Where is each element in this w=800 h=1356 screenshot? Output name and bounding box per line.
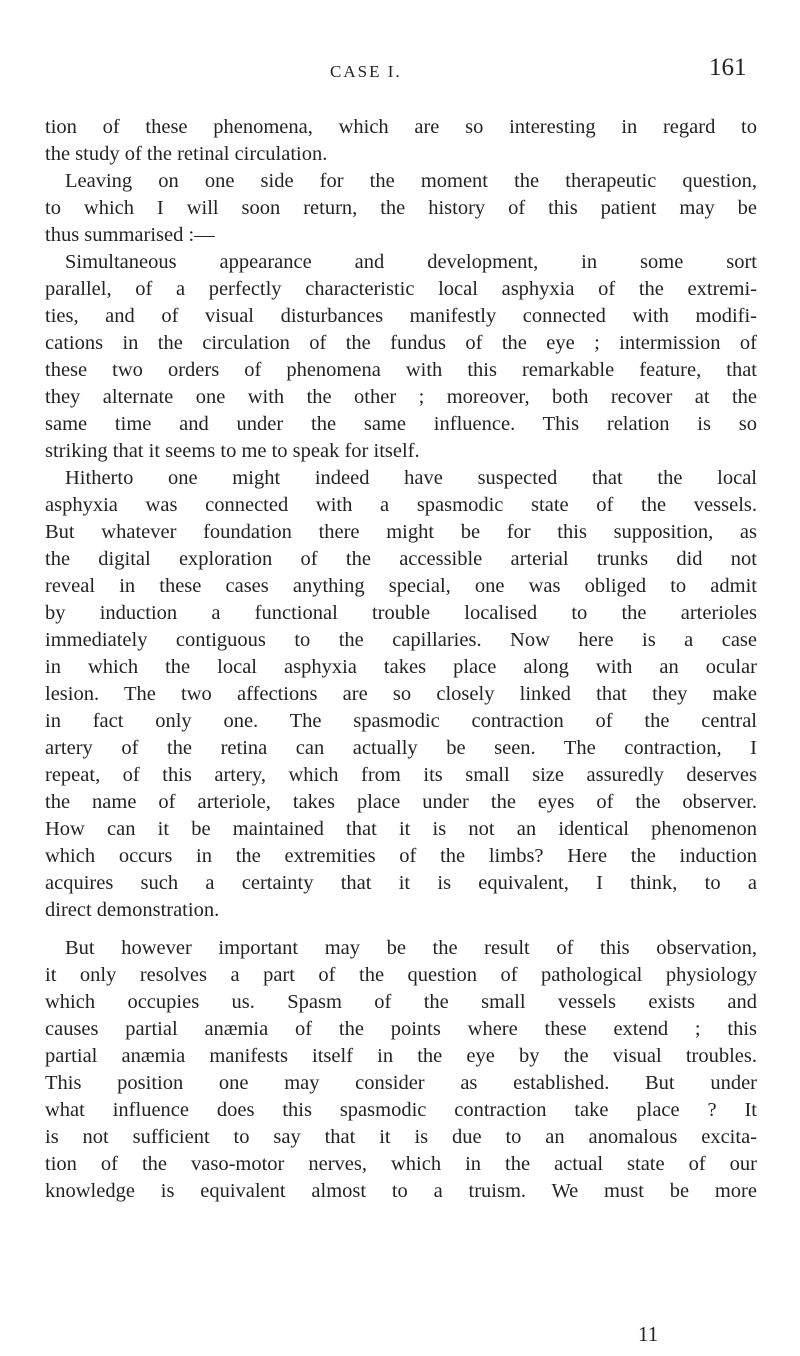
paragraph: [45, 114, 757, 168]
text-line: it only resolves a part of the question of pathological physiology: [45, 964, 757, 986]
text-line: But however important may be the result of this observation,: [65, 937, 757, 959]
text-line: ties, and of visual disturbances manifestly connected with modifi-: [45, 305, 757, 327]
text-line: But whatever foundation there might be for this supposition, as: [45, 521, 757, 543]
text-line: thus summarised :—: [45, 224, 215, 246]
text-line: Simultaneous appearance and development, in some sort: [65, 251, 757, 273]
text-line: the name of arteriole, takes place under the eyes of the observer.: [45, 791, 757, 813]
text-line: causes partial anæmia of the points where these extend ; this: [45, 1018, 757, 1040]
text-line: the study of the retinal circulation.: [45, 143, 328, 165]
text-line: what influence does this spasmodic contraction take place ? It: [45, 1099, 757, 1121]
text-line: partial anæmia manifests itself in the eye by the visual troubles.: [45, 1045, 757, 1067]
text-line: How can it be maintained that it is not an identical phenomenon: [45, 818, 757, 840]
paragraph: [45, 168, 757, 249]
text-line: lesion. The two affections are so closely linked that they make: [45, 683, 757, 705]
signature-number: 11: [638, 1322, 659, 1346]
text-line: in which the local asphyxia takes place along with an ocular: [45, 656, 757, 678]
text-line: in fact only one. The spasmodic contraction of the central: [45, 710, 757, 732]
text-line: striking that it seems to me to speak for itself.: [45, 440, 420, 462]
text-line: to which I will soon return, the history of this patient may be: [45, 197, 757, 219]
text-line: This position one may consider as established. But under: [45, 1072, 757, 1094]
paragraph: [45, 935, 757, 1205]
text-line: knowledge is equivalent almost to a truism. We must be more: [45, 1180, 757, 1202]
text-line: reveal in these cases anything special, one was obliged to admit: [45, 575, 757, 597]
text-line: Leaving on one side for the moment the therapeutic question,: [65, 170, 757, 192]
text-line: direct demonstration.: [45, 899, 220, 921]
text-line: which occupies us. Spasm of the small vessels exists and: [45, 991, 757, 1013]
text-line: immediately contiguous to the capillaries. Now here is a case: [45, 629, 757, 651]
text-line: repeat, of this artery, which from its small size assuredly deserves: [45, 764, 757, 786]
text-line: acquires such a certainty that it is equivalent, I think, to a: [45, 872, 757, 894]
text-line: artery of the retina can actually be seen. The contraction, I: [45, 737, 757, 759]
text-line: by induction a functional trouble localised to the arterioles: [45, 602, 757, 624]
text-line: tion of these phenomena, which are so interesting in regard to: [45, 116, 757, 138]
text-line: tion of the vaso-motor nerves, which in the actual state of our: [45, 1153, 757, 1175]
paragraph-gap: [45, 924, 757, 935]
page-header: [0, 54, 800, 88]
text-line: asphyxia was connected with a spasmodic state of the vessels.: [45, 494, 757, 516]
text-line: these two orders of phenomena with this remarkable feature, that: [45, 359, 757, 381]
text-line: the digital exploration of the accessible arterial trunks did not: [45, 548, 757, 570]
text-line: which occurs in the extremities of the limbs? Here the induction: [45, 845, 757, 867]
text-line: Hitherto one might indeed have suspected that the local: [65, 467, 757, 489]
running-head: CASE I.: [330, 62, 402, 81]
text-line: cations in the circulation of the fundus of the eye ; intermission of: [45, 332, 757, 354]
text-line: parallel, of a perfectly characteristic local asphyxia of the extremi-: [45, 278, 757, 300]
paragraph: [45, 465, 757, 924]
body-text: [45, 114, 757, 1205]
text-line: same time and under the same influence. This relation is so: [45, 413, 757, 435]
text-line: is not sufficient to say that it is due to an anomalous excita-: [45, 1126, 757, 1148]
text-line: they alternate one with the other ; moreover, both recover at the: [45, 386, 757, 408]
paragraph: [45, 249, 757, 465]
page-number: 161: [709, 54, 747, 81]
